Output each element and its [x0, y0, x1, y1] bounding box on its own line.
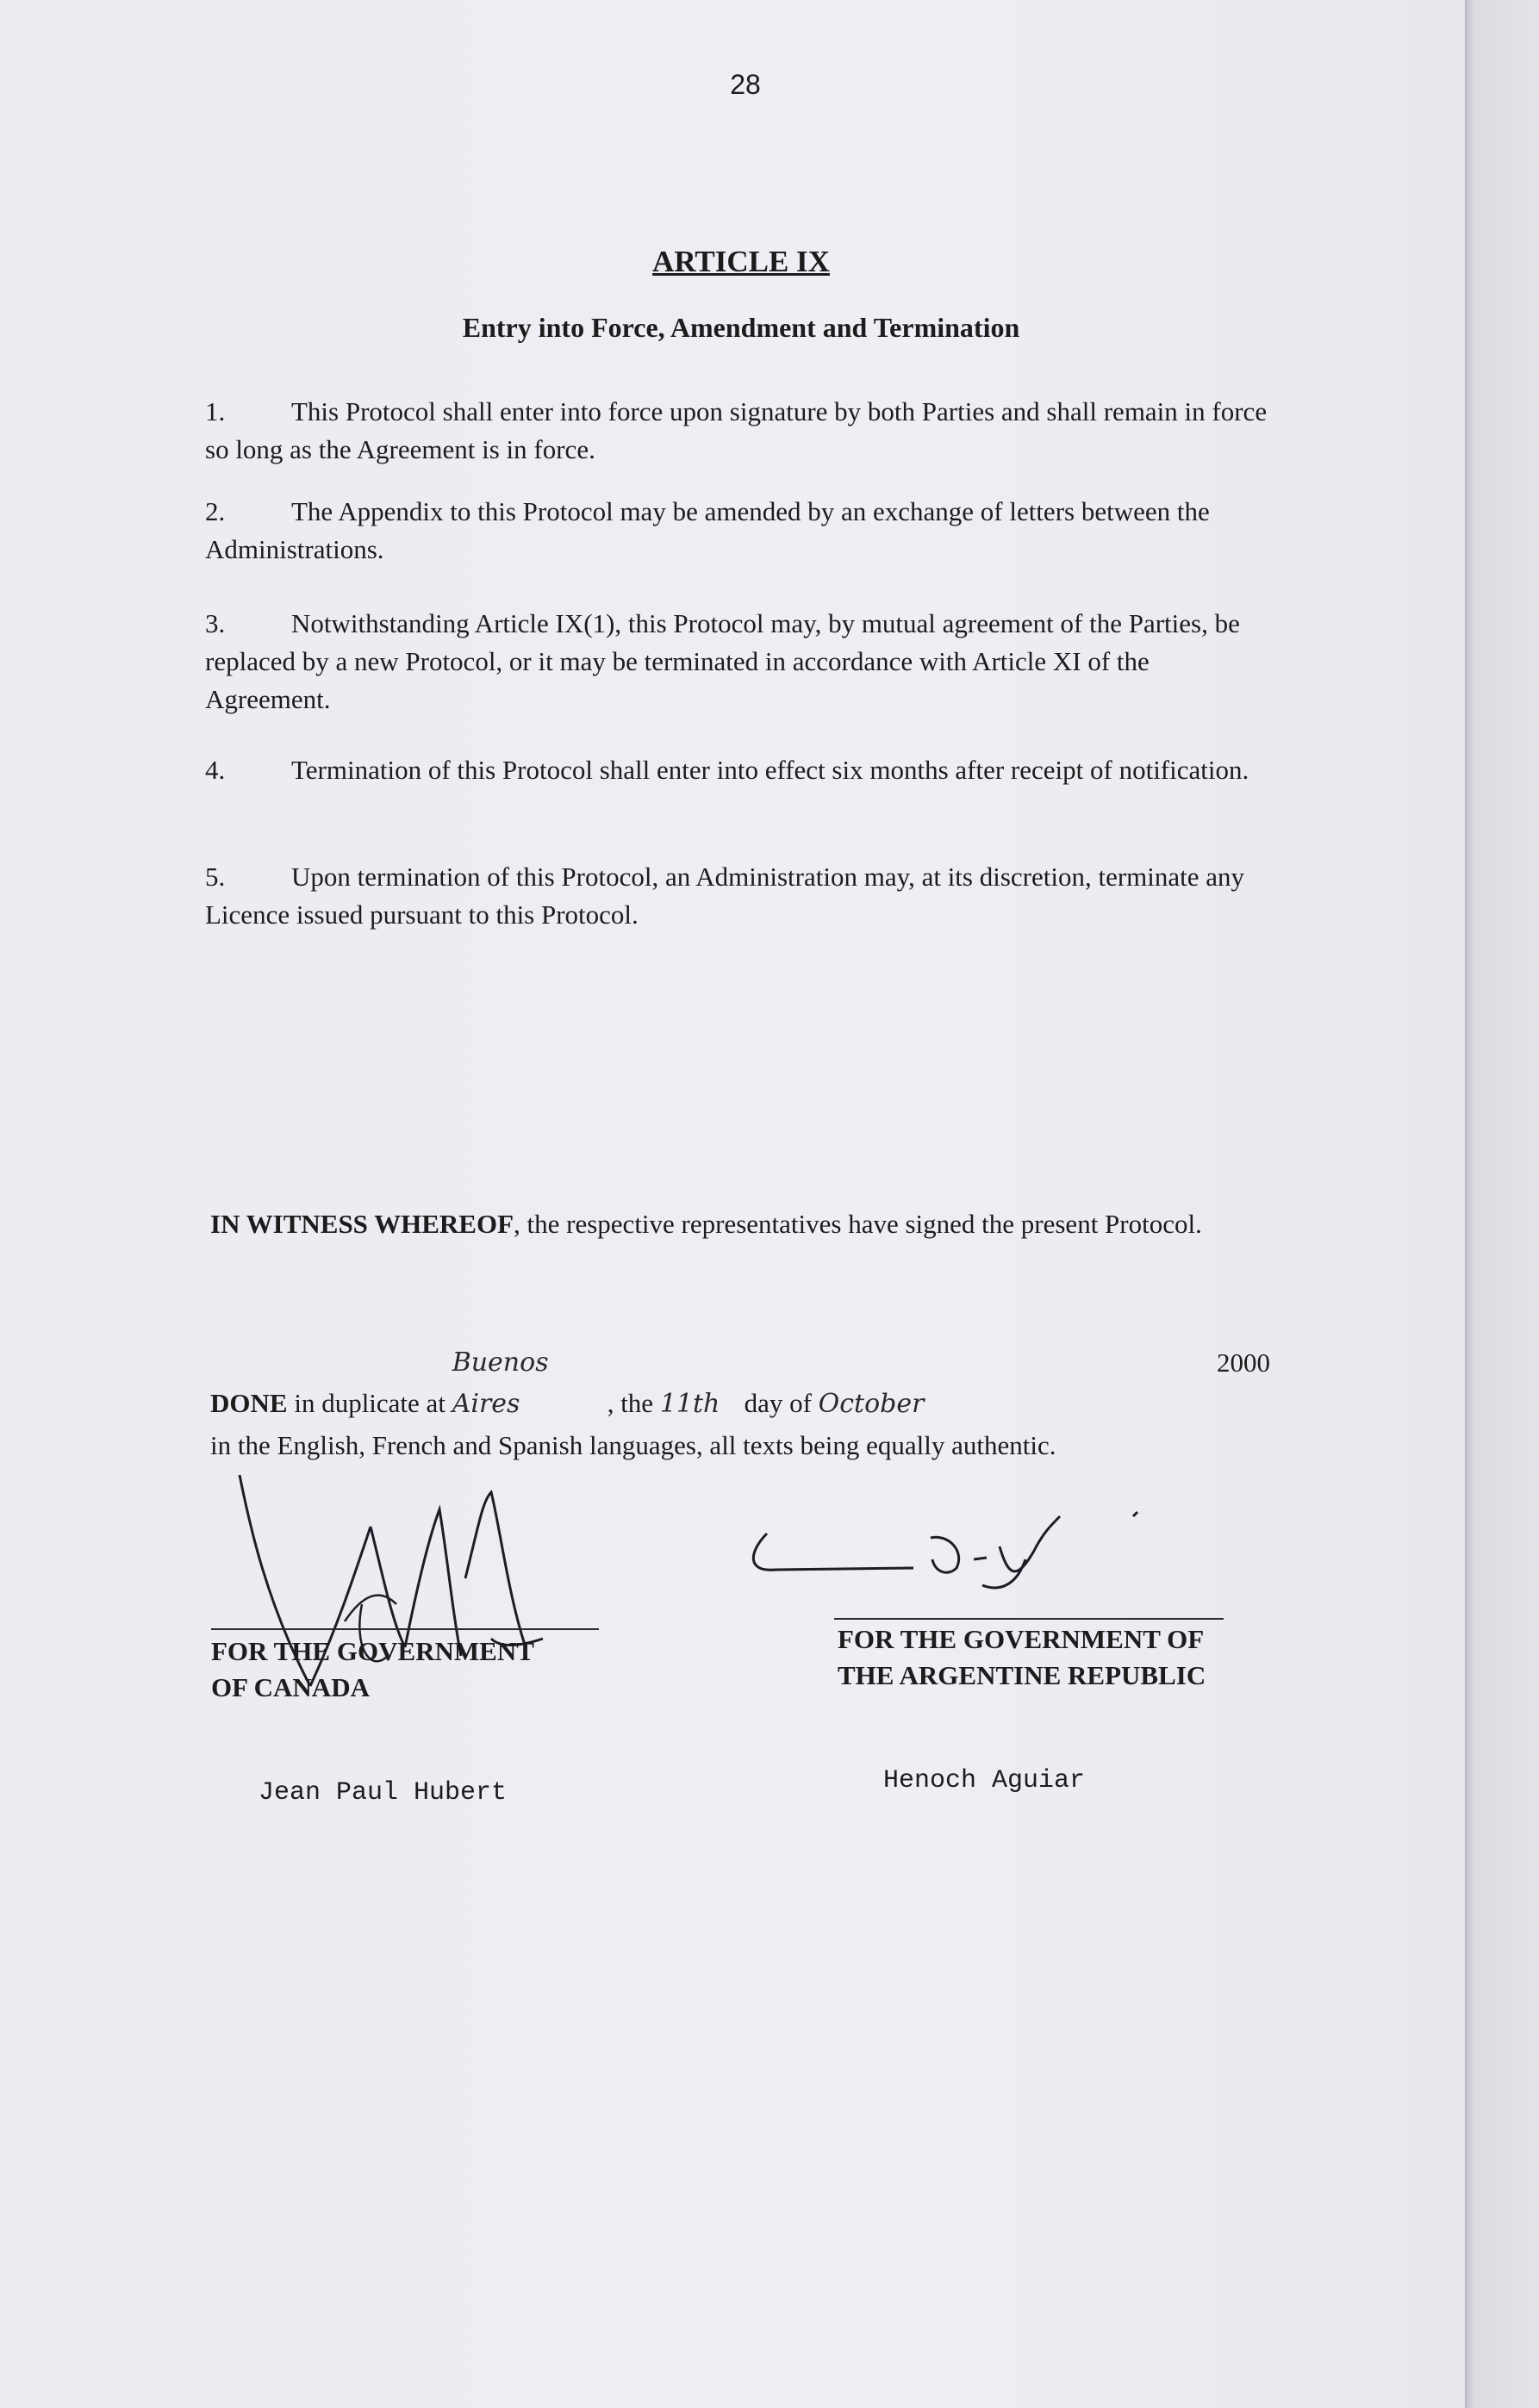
paragraph-1 — [205, 393, 1274, 469]
article-title: ARTICLE IX — [652, 245, 830, 278]
paragraph-text: Termination of this Protocol shall enter into effect six months after receipt of notification. — [291, 755, 1249, 785]
paragraph-5 — [205, 858, 1274, 934]
paragraph-text: The Appendix to this Protocol may be amended by an exchange of letters between the Administrations. — [205, 496, 1210, 564]
paragraph-number: 5. — [205, 862, 226, 892]
paragraph-text: This Protocol shall enter into force upon signature by both Parties and shall remain in force so long as the Agreement is in force. — [205, 396, 1268, 464]
paragraph-number: 2. — [205, 496, 226, 526]
canada-label-line-1: FOR THE GOVERNMENT — [211, 1636, 534, 1666]
canada-signature-line — [211, 1628, 599, 1630]
handwritten-month: October — [818, 1389, 925, 1419]
paragraph-number: 4. — [205, 755, 226, 785]
canada-label-line-2: OF CANADA — [211, 1672, 370, 1702]
canada-government-label — [211, 1633, 534, 1706]
done-text: day of — [737, 1388, 819, 1418]
paragraph-3 — [205, 605, 1274, 719]
handwritten-place: Buenos Aires — [452, 1347, 549, 1419]
paragraph-number: 1. — [205, 396, 226, 426]
done-lead: DONE — [210, 1388, 288, 1418]
witness-text: , the respective representatives have signed the present Protocol. — [514, 1209, 1202, 1239]
paragraph-4 — [205, 751, 1274, 789]
paragraph-text: Notwithstanding Article IX(1), this Protocol may, by mutual agreement of the Parties, be replaced by a new Protocol, or it may be terminated in accordance with Article XI of the Agreement. — [205, 608, 1240, 714]
argentina-signature — [741, 1499, 1155, 1594]
argentina-label-line-2: THE ARGENTINE REPUBLIC — [838, 1660, 1206, 1690]
witness-clause — [210, 1203, 1279, 1246]
page-number: 28 — [730, 69, 761, 100]
argentina-signature-line — [834, 1618, 1224, 1620]
argentina-signer-name: Henoch Aguiar — [883, 1766, 1086, 1795]
done-text: in duplicate at — [287, 1388, 452, 1418]
canada-signer-name: Jean Paul Hubert — [259, 1778, 508, 1808]
paragraph-number: 3. — [205, 608, 226, 638]
article-subtitle: Entry into Force, Amendment and Termination — [462, 312, 1020, 343]
argentina-label-line-1: FOR THE GOVERNMENT OF — [838, 1624, 1205, 1654]
done-year: 2000 — [1217, 1347, 1270, 1378]
witness-lead: IN WITNESS WHEREOF — [210, 1209, 514, 1239]
done-clause — [210, 1342, 1296, 1466]
paragraph-text: Upon termination of this Protocol, an Administration may, at its discretion, terminate any Licence issued pursuant to this Protocol. — [205, 862, 1245, 930]
page-edge — [1465, 0, 1539, 2408]
paragraph-2 — [205, 493, 1274, 569]
done-line-1 — [210, 1342, 1296, 1425]
done-line-2: in the English, French and Spanish languages, all texts being equally authentic. — [210, 1430, 1056, 1460]
handwritten-day: 11th — [659, 1389, 720, 1419]
argentina-government-label — [838, 1621, 1206, 1694]
done-text: , the — [607, 1388, 660, 1418]
